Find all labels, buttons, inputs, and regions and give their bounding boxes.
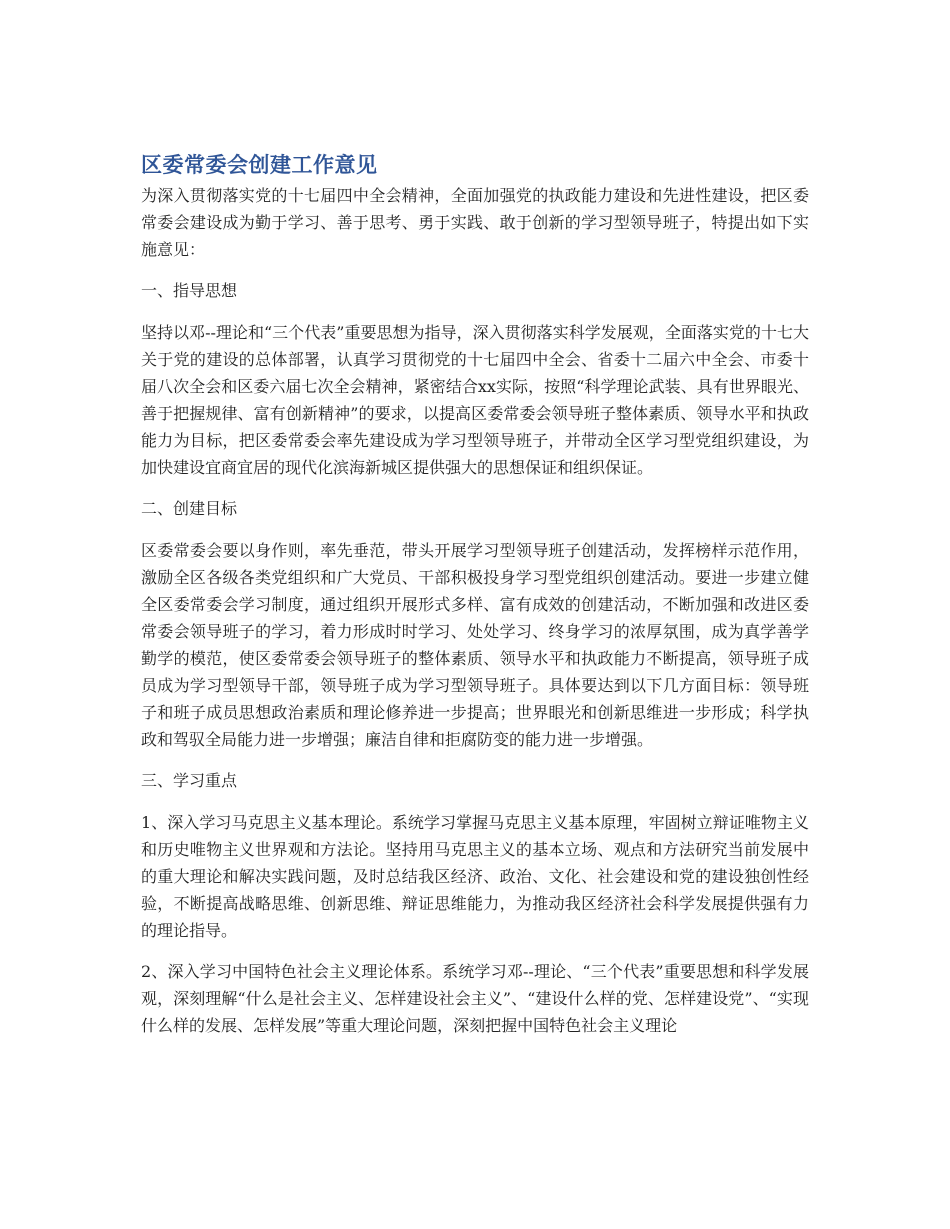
study-focus-item-2: 2、深入学习中国特色社会主义理论体系。系统学习邓--理论、“三个代表”重要思想和科学发展观，深刻理解“什么是社会主义、怎样建设社会主义”、“建设什么样的党、怎样建设党”、“实现什么样的发展、怎样发展”等重大理论问题，深刻把握中国特色社会主义理论 [141,962,809,1035]
goals-paragraph: 区委常委会要以身作则，率先垂范，带头开展学习型领导班子创建活动，发挥榜样示范作用，激励全区各级各类党组织和广大党员、干部积极投身学习型党组织创建活动。要进一步建立健全区委常委会学习制度，通过组织开展形式多样、富有成效的创建活动，不断加强和改进区委常委会领导班子的学习，着力形成时时学习、处处学习、终身学习的浓厚氛围，成为真学善学勤学的模范，使区委常委会领导班子的整体素质、领导水平和执政能力不断提高，领导班子成员成为学习型领导干部，领导班子成为学习型领导班子。具体要达到以下几方面目标：领导班子和班子成员思想政治素质和理论修养进一步提高；世界眼光和创新思维进一步形成；科学执政和驾驭全局能力进一步增强；廉洁自律和拒腐防变的能力进一步增强。 [141,541,809,749]
guiding-thought-paragraph: 坚持以邓--理论和“三个代表”重要思想为指导，深入贯彻落实科学发展观，全面落实党的十七大关于党的建设的总体部署，认真学习贯彻党的十七届四中全会、省委十二届六中全会、市委十届八次全会和区委六届七次全会精神，紧密结合xx实际，按照“科学理论武装、具有世界眼光、善于把握规律、富有创新精神”的要求，以提高区委常委会领导班子整体素质、领导水平和执政能力为目标，把区委常委会率先建设成为学习型领导班子，并带动全区学习型党组织建设，为加快建设宜商宜居的现代化滨海新城区提供强大的思想保证和组织保证。 [141,323,809,477]
section-heading-goals: 二、创建目标 [141,499,238,518]
section-heading-study-focus: 三、学习重点 [141,771,238,790]
document-body [141,182,809,1053]
section-heading-guiding-thought: 一、指导思想 [141,281,238,300]
intro-paragraph: 为深入贯彻落实党的十七届四中全会精神，全面加强党的执政能力建设和先进性建设，把区委常委会建设成为勤于学习、善于思考、勇于实践、敢于创新的学习型领导班子，特提出如下实施意见： [141,186,809,259]
document-title: 区委常委会创建工作意见 [141,153,378,177]
study-focus-item-1: 1、深入学习马克思主义基本理论。系统学习掌握马克思主义基本原理，牢固树立辩证唯物主义和历史唯物主义世界观和方法论。坚持用马克思主义的基本立场、观点和方法研究当前发展中的重大理论和解决实践问题，及时总结我区经济、政治、文化、社会建设和党的建设独创性经验，不断提高战略思维、创新思维、辩证思维能力，为推动我区经济社会科学发展提供强有力的理论指导。 [141,813,809,940]
